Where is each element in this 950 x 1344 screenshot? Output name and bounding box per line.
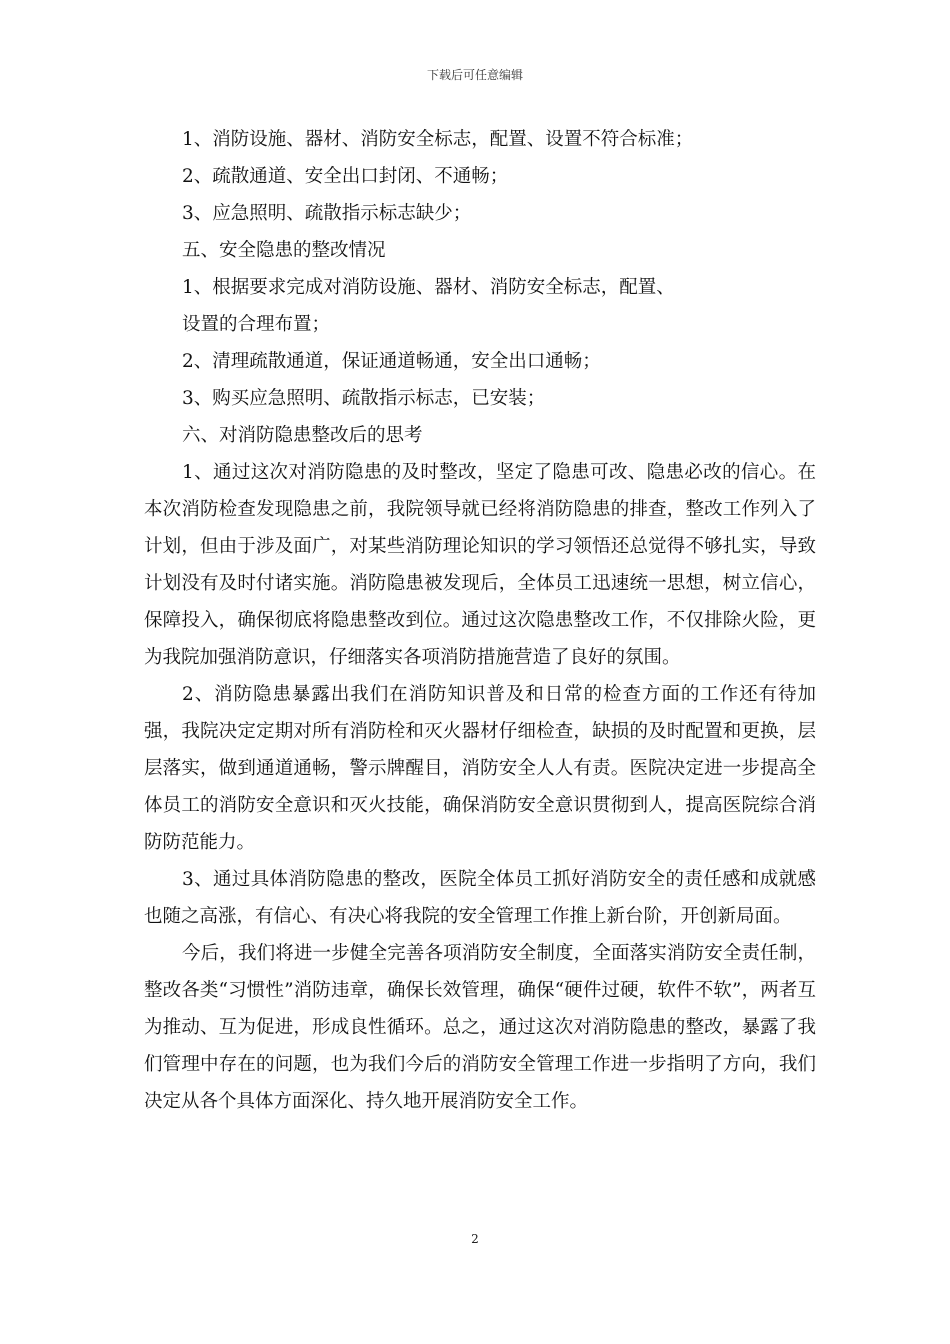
list-item: 1、消防设施、器材、消防安全标志，配置、设置不符合标准； [182, 129, 694, 150]
body-paragraph: 2、消防隐患暴露出我们在消防知识普及和日常的检查方面的工作还有待加强，我院决定定期对所有消防栓和灭火器材仔细检查，缺损的及时配置和更换，层层落实，做到通道通畅，警示牌醒目，消防安全人人有责。医院决定进一步提高全体员工的消防安全意识和灭火技能，确保消防安全意识贯彻到人，提高医院综合消防防范能力。 [144, 684, 816, 853]
list-item: 3、购买应急照明、疏散指示标志，已安装； [182, 388, 546, 409]
body-paragraph: 1、通过这次对消防隐患的及时整改，坚定了隐患可改、隐患必改的信心。在本次消防检查发现隐患之前，我院领导就已经将消防隐患的排查，整改工作列入了计划，但由于涉及面广，对某些消防理论知识的学习领悟还总觉得不够扎实，导致计划没有及时付诸实施。消防隐患被发现后，全体员工迅速统一思想，树立信心，保障投入，确保彻底将隐患整改到位。通过这次隐患整改工作，不仅排除火险，更为我院加强消防意识，仔细落实各项消防措施营造了良好的氛围。 [144, 462, 816, 668]
section-heading: 六、对消防隐患整改后的思考 [182, 425, 423, 446]
list-item: 3、应急照明、疏散指示标志缺少； [182, 203, 472, 224]
document-body [144, 121, 816, 1120]
list-item: 2、疏散通道、安全出口封闭、不通畅； [182, 166, 509, 187]
list-item: 2、清理疏散通道，保证通道畅通，安全出口通畅； [182, 351, 601, 372]
body-paragraph: 3、通过具体消防隐患的整改，医院全体员工抓好消防安全的责任感和成就感也随之高涨，有信心、有决心将我院的安全管理工作推上新台阶，开创新局面。 [144, 869, 816, 927]
list-item: 1、根据要求完成对消防设施、器材、消防安全标志，配置、 [182, 277, 675, 298]
list-item-continuation: 设置的合理布置； [182, 314, 331, 335]
section-heading: 五、安全隐患的整改情况 [182, 240, 386, 261]
page-number: 2 [471, 1232, 479, 1246]
body-paragraph: 今后，我们将进一步健全完善各项消防安全制度，全面落实消防安全责任制，整改各类“习惯性”消防违章，确保长效管理，确保“硬件过硬，软件不软”，两者互为推动、互为促进，形成良性循环。总之，通过这次对消防隐患的整改，暴露了我们管理中存在的问题，也为我们今后的消防安全管理工作进一步指明了方向，我们决定从各个具体方面深化、持久地开展消防安全工作。 [144, 943, 816, 1112]
page-header: 下载后可任意编辑 [426, 68, 523, 82]
